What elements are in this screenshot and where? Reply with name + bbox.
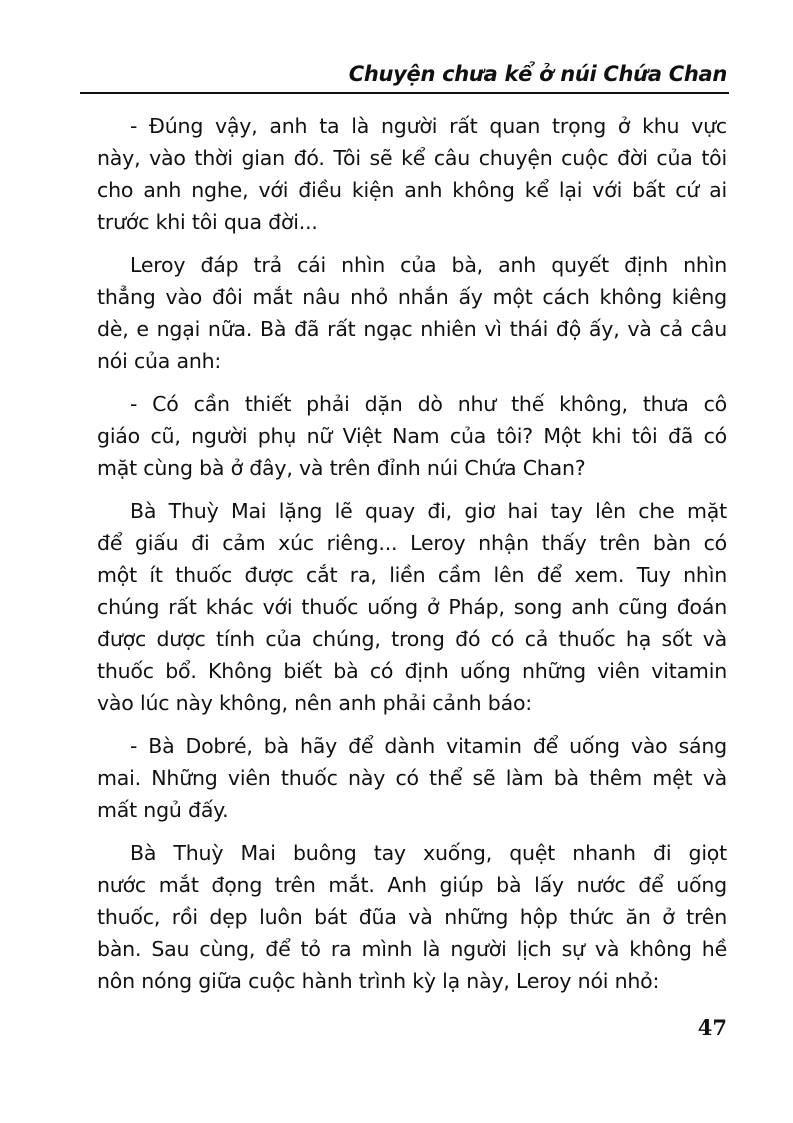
page-number: 47 — [697, 1015, 727, 1040]
header-rule — [80, 92, 729, 94]
paragraph — [97, 495, 727, 719]
text-line: mặt cùng bà ở đây, và trên đỉnh núi Chứa Chan? — [97, 456, 586, 480]
text-line: bàn. Sau cùng, để tỏ ra mình là người lịch sự và không hề — [97, 937, 727, 961]
text-line: một ít thuốc được cắt ra, liền cầm lên để xem. Tuy nhìn — [97, 563, 727, 587]
paragraph — [97, 249, 727, 377]
paragraph — [97, 388, 727, 484]
text-line: này, vào thời gian đó. Tôi sẽ kể câu chuyện cuộc đời của tôi — [97, 146, 727, 170]
paragraph — [97, 730, 727, 826]
running-header: Chuyện chưa kể ở núi Chứa Chan — [348, 62, 727, 86]
paragraph — [97, 837, 727, 997]
paragraph — [97, 110, 727, 238]
text-line: để giấu đi cảm xúc riêng... Leroy nhận thấy trên bàn có — [97, 531, 727, 555]
text-line: vào lúc này không, nên anh phải cảnh báo: — [97, 691, 532, 715]
text-line: cho anh nghe, với điều kiện anh không kể lại với bất cứ ai — [97, 178, 727, 202]
text-line: mất ngủ đấy. — [97, 798, 229, 822]
text-line: chúng rất khác với thuốc uống ở Pháp, song anh cũng đoán — [97, 595, 727, 619]
text-line: giáo cũ, người phụ nữ Việt Nam của tôi? Một khi tôi đã có — [97, 424, 727, 448]
text-line: thẳng vào đôi mắt nâu nhỏ nhắn ấy một cách không kiêng — [97, 285, 727, 309]
text-line: nôn nóng giữa cuộc hành trình kỳ lạ này, Leroy nói nhỏ: — [97, 969, 660, 993]
text-line: Bà Thuỳ Mai buông tay xuống, quệt nhanh đi giọt — [130, 841, 727, 865]
page-body — [97, 110, 727, 1008]
text-line: thuốc, rồi dẹp luôn bát đũa và những hộp thức ăn ở trên — [97, 905, 727, 929]
text-line: trước khi tôi qua đời... — [97, 210, 318, 234]
text-line: - Đúng vậy, anh ta là người rất quan trọng ở khu vực — [130, 114, 727, 138]
text-line: được dược tính của chúng, trong đó có cả thuốc hạ sốt và — [97, 627, 727, 651]
text-line: Bà Thuỳ Mai lặng lẽ quay đi, giơ hai tay lên che mặt — [130, 499, 727, 523]
text-line: nước mắt đọng trên mắt. Anh giúp bà lấy nước để uống — [97, 873, 727, 897]
text-line: - Bà Dobré, bà hãy để dành vitamin để uống vào sáng — [130, 734, 727, 758]
text-line: Leroy đáp trả cái nhìn của bà, anh quyết định nhìn — [130, 253, 727, 277]
text-line: - Có cần thiết phải dặn dò như thế không, thưa cô — [130, 392, 727, 416]
text-line: thuốc bổ. Không biết bà có định uống những viên vitamin — [97, 659, 727, 683]
text-line: nói của anh: — [97, 349, 222, 373]
text-line: dè, e ngại nữa. Bà đã rất ngạc nhiên vì thái độ ấy, và cả câu — [97, 317, 727, 341]
text-line: mai. Những viên thuốc này có thể sẽ làm bà thêm mệt và — [97, 766, 727, 790]
